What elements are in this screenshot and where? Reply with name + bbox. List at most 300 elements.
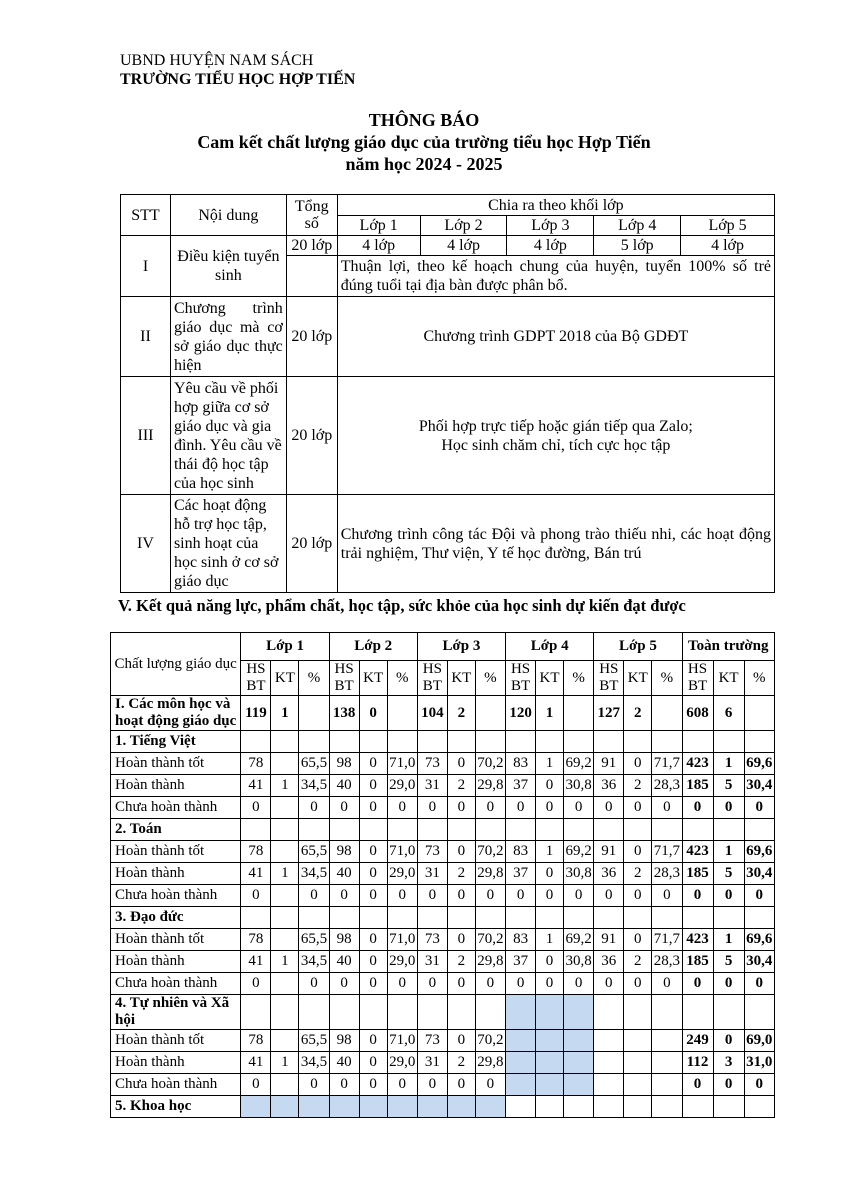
- grade-classes: 4 lớp: [507, 236, 594, 256]
- value-cell: 30,8: [564, 775, 594, 797]
- row-label: 5. Khoa học: [111, 1096, 241, 1118]
- value-cell: [564, 907, 594, 929]
- value-cell: [594, 819, 624, 841]
- value-cell: 98: [329, 753, 359, 775]
- row-label: Hoàn thành tốt: [111, 841, 241, 863]
- value-cell: 1: [271, 1052, 299, 1074]
- value-cell: 0: [744, 797, 774, 819]
- value-cell: 29,8: [475, 775, 505, 797]
- value-cell: [564, 731, 594, 753]
- value-cell: [299, 907, 329, 929]
- value-cell: [536, 1096, 564, 1118]
- value-cell: 40: [329, 775, 359, 797]
- value-cell: [506, 731, 536, 753]
- value-cell: 0: [506, 797, 536, 819]
- value-cell: [564, 696, 594, 731]
- value-cell: 0: [329, 885, 359, 907]
- value-cell: 41: [241, 951, 271, 973]
- value-cell: 69,6: [744, 841, 774, 863]
- value-cell: 29,0: [387, 951, 417, 973]
- value-cell: 30,4: [744, 951, 774, 973]
- row-total: 20 lớp: [286, 377, 337, 495]
- section-5-title: V. Kết quả năng lực, phẩm chất, học tập, sức khỏe của học sinh dự kiến đạt được: [118, 596, 686, 615]
- table-row: [111, 863, 775, 885]
- value-cell: 0: [624, 797, 652, 819]
- value-cell: 91: [594, 841, 624, 863]
- value-cell: 0: [624, 973, 652, 995]
- value-cell: [475, 1096, 505, 1118]
- value-cell: 0: [744, 973, 774, 995]
- value-cell: [536, 819, 564, 841]
- value-cell: 69,6: [744, 753, 774, 775]
- value-cell: [652, 696, 682, 731]
- value-cell: 29,8: [475, 863, 505, 885]
- header-grade: Lớp 2: [420, 216, 507, 236]
- value-cell: [329, 1096, 359, 1118]
- value-cell: 0: [359, 753, 387, 775]
- value-cell: [271, 973, 299, 995]
- value-cell: [624, 907, 652, 929]
- value-cell: [271, 907, 299, 929]
- value-cell: 0: [299, 973, 329, 995]
- value-cell: 41: [241, 1052, 271, 1074]
- value-cell: [624, 1030, 652, 1052]
- value-cell: 0: [387, 885, 417, 907]
- value-cell: 71,0: [387, 753, 417, 775]
- value-cell: 0: [447, 973, 475, 995]
- value-cell: 69,6: [744, 929, 774, 951]
- value-cell: 71,0: [387, 1030, 417, 1052]
- value-cell: 0: [447, 753, 475, 775]
- value-cell: 104: [417, 696, 447, 731]
- group-header: Lớp 1: [241, 633, 329, 661]
- value-cell: 1: [271, 775, 299, 797]
- value-cell: [271, 731, 299, 753]
- value-cell: 112: [682, 1052, 713, 1074]
- value-cell: 2: [447, 951, 475, 973]
- value-cell: [271, 995, 299, 1030]
- value-cell: [299, 696, 329, 731]
- value-cell: 0: [594, 885, 624, 907]
- value-cell: [506, 1030, 536, 1052]
- value-cell: 2: [624, 775, 652, 797]
- subheader: KT: [447, 661, 475, 696]
- value-cell: 0: [359, 973, 387, 995]
- value-cell: [387, 696, 417, 731]
- doc-subtitle: Cam kết chất lượng giáo dục của trường tiểu học Hợp Tiến: [197, 132, 651, 152]
- value-cell: 69,0: [744, 1030, 774, 1052]
- value-cell: 0: [536, 797, 564, 819]
- value-cell: 423: [682, 753, 713, 775]
- value-cell: 0: [475, 1074, 505, 1096]
- value-cell: [536, 1030, 564, 1052]
- value-cell: 98: [329, 929, 359, 951]
- row-label: 4. Tự nhiên và Xã hội: [111, 995, 241, 1030]
- value-cell: 0: [417, 973, 447, 995]
- value-cell: 0: [652, 885, 682, 907]
- value-cell: 34,5: [299, 951, 329, 973]
- table-row: [111, 1052, 775, 1074]
- table-row: [111, 995, 775, 1030]
- value-cell: 65,5: [299, 753, 329, 775]
- value-cell: 0: [329, 973, 359, 995]
- value-cell: 0: [536, 885, 564, 907]
- value-cell: 0: [329, 797, 359, 819]
- header-row: [111, 633, 775, 661]
- value-cell: [359, 1096, 387, 1118]
- row-label: 2. Toán: [111, 819, 241, 841]
- subheader: KT: [359, 661, 387, 696]
- value-cell: [299, 731, 329, 753]
- value-cell: [417, 819, 447, 841]
- value-cell: [271, 841, 299, 863]
- value-cell: 0: [744, 885, 774, 907]
- table-row: [111, 1096, 775, 1118]
- value-cell: 30,4: [744, 863, 774, 885]
- value-cell: 41: [241, 863, 271, 885]
- grade-classes: 4 lớp: [337, 236, 420, 256]
- value-cell: [506, 995, 536, 1030]
- value-cell: 185: [682, 863, 713, 885]
- value-cell: 1: [271, 696, 299, 731]
- table-row: [111, 1030, 775, 1052]
- value-cell: [682, 907, 713, 929]
- value-cell: 0: [359, 1030, 387, 1052]
- value-cell: 0: [652, 797, 682, 819]
- value-cell: 83: [506, 929, 536, 951]
- value-cell: [387, 731, 417, 753]
- row-label: I. Các môn học và hoạt động giáo dục: [111, 696, 241, 731]
- value-cell: 0: [329, 1074, 359, 1096]
- value-cell: 0: [744, 1074, 774, 1096]
- value-cell: 0: [713, 973, 744, 995]
- value-cell: [624, 1074, 652, 1096]
- value-cell: 0: [447, 797, 475, 819]
- value-cell: 0: [536, 951, 564, 973]
- table-row: [111, 775, 775, 797]
- row-content: Các hoạt động hỗ trợ học tập, sinh hoạt của học sinh ở cơ sở giáo dục: [170, 495, 286, 593]
- value-cell: [564, 1096, 594, 1118]
- value-cell: 0: [652, 973, 682, 995]
- value-cell: 40: [329, 951, 359, 973]
- row-label: Hoàn thành: [111, 1052, 241, 1074]
- value-cell: 83: [506, 753, 536, 775]
- value-cell: 0: [359, 696, 387, 731]
- value-cell: [652, 819, 682, 841]
- value-cell: 0: [447, 1074, 475, 1096]
- value-cell: 29,8: [475, 1052, 505, 1074]
- header-grade: Lớp 3: [507, 216, 594, 236]
- value-cell: 0: [359, 885, 387, 907]
- value-cell: 78: [241, 841, 271, 863]
- value-cell: 0: [536, 973, 564, 995]
- value-cell: [475, 907, 505, 929]
- value-cell: 36: [594, 863, 624, 885]
- row-note: Chương trình công tác Đội và phong trào thiếu nhi, các hoạt động trải nghiệm, Thư viện, Y tế học đường, Bán trú: [337, 495, 774, 593]
- value-cell: [594, 995, 624, 1030]
- value-cell: 37: [506, 775, 536, 797]
- value-cell: [387, 819, 417, 841]
- row-label: Chưa hoàn thành: [111, 885, 241, 907]
- value-cell: 31: [417, 775, 447, 797]
- value-cell: 6: [713, 696, 744, 731]
- value-cell: [652, 995, 682, 1030]
- value-cell: 5: [713, 951, 744, 973]
- value-cell: 36: [594, 951, 624, 973]
- value-cell: 0: [299, 797, 329, 819]
- value-cell: [624, 995, 652, 1030]
- value-cell: 69,2: [564, 929, 594, 951]
- value-cell: [652, 731, 682, 753]
- value-cell: [241, 819, 271, 841]
- note-line: Phối hợp trực tiếp hoặc gián tiếp qua Zalo;: [418, 417, 693, 435]
- value-cell: 0: [682, 1074, 713, 1096]
- row-total: 20 lớp: [286, 495, 337, 593]
- value-cell: 34,5: [299, 863, 329, 885]
- row-label: 3. Đạo đức: [111, 907, 241, 929]
- value-cell: [417, 907, 447, 929]
- value-cell: 37: [506, 951, 536, 973]
- row-total: 20 lớp: [286, 297, 337, 377]
- value-cell: 1: [271, 863, 299, 885]
- value-cell: [359, 995, 387, 1030]
- value-cell: [652, 1052, 682, 1074]
- subheader: HS BT: [241, 661, 271, 696]
- value-cell: 71,7: [652, 753, 682, 775]
- value-cell: 0: [624, 929, 652, 951]
- value-cell: 0: [241, 797, 271, 819]
- value-cell: 5: [713, 863, 744, 885]
- subheader: %: [652, 661, 682, 696]
- value-cell: [652, 1074, 682, 1096]
- value-cell: [417, 995, 447, 1030]
- row-content: Chương trình giáo dục mà cơ sở giáo dục thực hiện: [170, 297, 286, 377]
- table-row: [111, 951, 775, 973]
- value-cell: [447, 819, 475, 841]
- value-cell: 0: [506, 885, 536, 907]
- value-cell: 91: [594, 929, 624, 951]
- row-content: Yêu cầu về phối hợp giữa cơ sở giáo dục và gia đình. Yêu cầu về thái độ học tập của học sinh: [170, 377, 286, 495]
- row-label: Hoàn thành tốt: [111, 1030, 241, 1052]
- value-cell: [564, 1030, 594, 1052]
- table-row: [111, 731, 775, 753]
- value-cell: 1: [536, 929, 564, 951]
- subheader: KT: [624, 661, 652, 696]
- value-cell: 0: [387, 973, 417, 995]
- value-cell: [387, 907, 417, 929]
- value-cell: 0: [417, 1074, 447, 1096]
- subheader: HS BT: [329, 661, 359, 696]
- value-cell: 31: [417, 1052, 447, 1074]
- value-cell: 65,5: [299, 1030, 329, 1052]
- value-cell: [447, 907, 475, 929]
- value-cell: [299, 819, 329, 841]
- subheader: HS BT: [682, 661, 713, 696]
- row-label: Chưa hoàn thành: [111, 973, 241, 995]
- doc-title: THÔNG BÁO: [368, 110, 480, 130]
- value-cell: 0: [536, 863, 564, 885]
- value-cell: 0: [475, 797, 505, 819]
- value-cell: 78: [241, 1030, 271, 1052]
- value-cell: 0: [359, 797, 387, 819]
- value-cell: 2: [624, 951, 652, 973]
- value-cell: 78: [241, 753, 271, 775]
- value-cell: 0: [299, 1074, 329, 1096]
- value-cell: 29,0: [387, 863, 417, 885]
- value-cell: 70,2: [475, 753, 505, 775]
- value-cell: 0: [241, 1074, 271, 1096]
- value-cell: [682, 995, 713, 1030]
- value-cell: [713, 907, 744, 929]
- value-cell: 1: [536, 841, 564, 863]
- value-cell: 91: [594, 753, 624, 775]
- value-cell: [564, 819, 594, 841]
- value-cell: 28,3: [652, 951, 682, 973]
- table-row: [111, 929, 775, 951]
- school-name: TRƯỜNG TIỂU HỌC HỢP TIẾN: [120, 71, 356, 88]
- value-cell: 0: [387, 1074, 417, 1096]
- value-cell: 0: [447, 885, 475, 907]
- row-stt: III: [121, 377, 171, 495]
- value-cell: 31: [417, 863, 447, 885]
- value-cell: 36: [594, 775, 624, 797]
- value-cell: 83: [506, 841, 536, 863]
- value-cell: 0: [624, 885, 652, 907]
- value-cell: [536, 731, 564, 753]
- value-cell: [624, 731, 652, 753]
- subheader: %: [744, 661, 774, 696]
- value-cell: 0: [387, 797, 417, 819]
- value-cell: 0: [564, 797, 594, 819]
- value-cell: 0: [713, 1074, 744, 1096]
- row-label: Hoàn thành tốt: [111, 753, 241, 775]
- subheader: %: [475, 661, 505, 696]
- value-cell: [624, 1096, 652, 1118]
- value-cell: [744, 696, 774, 731]
- value-cell: 0: [713, 885, 744, 907]
- value-cell: 0: [359, 775, 387, 797]
- value-cell: [475, 696, 505, 731]
- value-cell: [536, 907, 564, 929]
- results-table: [110, 632, 775, 1118]
- value-cell: 1: [271, 951, 299, 973]
- value-cell: 0: [713, 797, 744, 819]
- value-cell: 28,3: [652, 775, 682, 797]
- value-cell: [744, 1096, 774, 1118]
- value-cell: [594, 731, 624, 753]
- corner-header: Chất lượng giáo dục: [111, 633, 241, 696]
- value-cell: [713, 1096, 744, 1118]
- value-cell: [271, 1096, 299, 1118]
- value-cell: [744, 995, 774, 1030]
- value-cell: 0: [299, 885, 329, 907]
- value-cell: 34,5: [299, 775, 329, 797]
- table-row: [111, 973, 775, 995]
- subheader: HS BT: [417, 661, 447, 696]
- value-cell: 29,0: [387, 775, 417, 797]
- subheader: %: [299, 661, 329, 696]
- header-content: Nội dung: [170, 195, 286, 236]
- value-cell: 0: [682, 885, 713, 907]
- value-cell: 71,0: [387, 929, 417, 951]
- value-cell: 31: [417, 951, 447, 973]
- value-cell: 98: [329, 841, 359, 863]
- value-cell: 70,2: [475, 1030, 505, 1052]
- value-cell: 120: [506, 696, 536, 731]
- row-label: Hoàn thành: [111, 951, 241, 973]
- value-cell: 2: [447, 1052, 475, 1074]
- value-cell: [652, 907, 682, 929]
- row-stt: I: [121, 236, 171, 297]
- value-cell: [329, 907, 359, 929]
- header-split: Chia ra theo khối lớp: [337, 195, 774, 216]
- value-cell: [299, 1096, 329, 1118]
- value-cell: 70,2: [475, 841, 505, 863]
- value-cell: [536, 1074, 564, 1096]
- table-row: [111, 797, 775, 819]
- value-cell: [564, 1074, 594, 1096]
- value-cell: 0: [241, 973, 271, 995]
- header-stt: STT: [121, 195, 171, 236]
- row-note: [337, 377, 774, 495]
- group-header: Toàn trường: [682, 633, 775, 661]
- value-cell: 0: [359, 863, 387, 885]
- value-cell: 0: [359, 1052, 387, 1074]
- value-cell: 0: [359, 1074, 387, 1096]
- group-header: Lớp 4: [506, 633, 594, 661]
- subheader: KT: [713, 661, 744, 696]
- value-cell: [271, 819, 299, 841]
- value-cell: [475, 995, 505, 1030]
- value-cell: [359, 731, 387, 753]
- value-cell: [241, 995, 271, 1030]
- value-cell: [329, 819, 359, 841]
- value-cell: 73: [417, 841, 447, 863]
- value-cell: 0: [536, 775, 564, 797]
- value-cell: 69,2: [564, 753, 594, 775]
- value-cell: [241, 1096, 271, 1118]
- value-cell: 0: [624, 753, 652, 775]
- empty-cell: [286, 256, 337, 297]
- value-cell: [475, 819, 505, 841]
- value-cell: 5: [713, 775, 744, 797]
- table-row: [111, 1074, 775, 1096]
- value-cell: [447, 1096, 475, 1118]
- value-cell: [329, 995, 359, 1030]
- value-cell: 0: [359, 841, 387, 863]
- value-cell: 0: [447, 929, 475, 951]
- value-cell: 70,2: [475, 929, 505, 951]
- group-header: Lớp 5: [594, 633, 682, 661]
- value-cell: 78: [241, 929, 271, 951]
- value-cell: [744, 819, 774, 841]
- value-cell: [713, 995, 744, 1030]
- value-cell: 98: [329, 1030, 359, 1052]
- value-cell: [417, 731, 447, 753]
- value-cell: 0: [682, 973, 713, 995]
- table-row: [111, 819, 775, 841]
- value-cell: 138: [329, 696, 359, 731]
- value-cell: 31,0: [744, 1052, 774, 1074]
- value-cell: [475, 731, 505, 753]
- value-cell: [506, 1074, 536, 1096]
- value-cell: 29,8: [475, 951, 505, 973]
- header-grade: Lớp 5: [681, 216, 775, 236]
- value-cell: 185: [682, 951, 713, 973]
- value-cell: [594, 1030, 624, 1052]
- header-grade: Lớp 1: [337, 216, 420, 236]
- value-cell: 249: [682, 1030, 713, 1052]
